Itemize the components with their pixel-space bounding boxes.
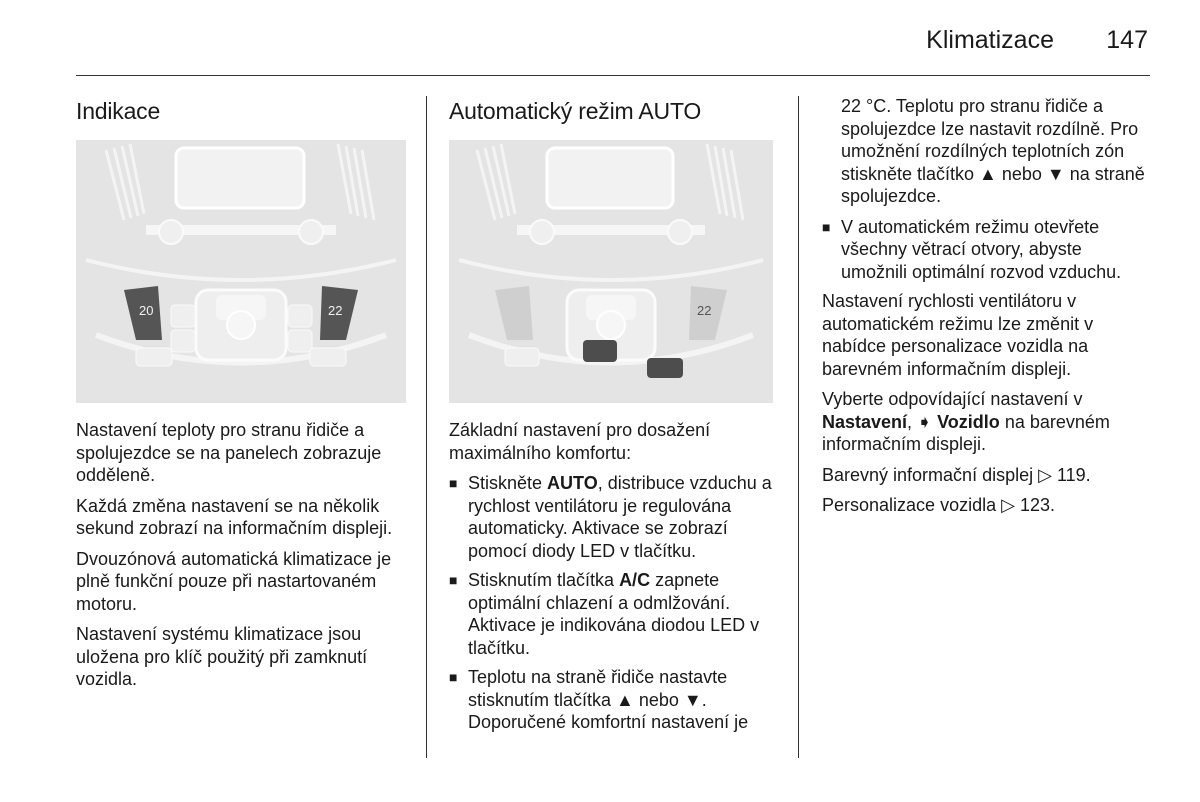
menu-path-settings: Nastavení xyxy=(822,411,908,432)
bullet-list xyxy=(449,472,784,734)
continuation-paragraph: 22 °C. Teplotu pro stranu řidiče a spolujezdce lze nastavit rozdílně. Pro umožnění rozdílných teplotních zón stiskněte tlačítko ▲ nebo ▼ na straně spolujezdce. xyxy=(841,96,1145,206)
text: Stiskněte xyxy=(468,473,548,493)
chapter-title: Klimatizace xyxy=(926,26,1054,54)
paragraph: Nastavení systému klimatizace jsou uložena pro klíč použitý při zamknutí vozidla. xyxy=(76,624,368,689)
text: , distribuce vzduchu a rychlost ventilátoru je regulována automaticky. Aktivace se zobrazí pomocí diody LED v tlačítku. xyxy=(468,473,772,561)
climate-panel-illustration xyxy=(76,140,406,403)
bullet-list xyxy=(822,216,1152,284)
left-temp-display: 20 xyxy=(139,303,154,318)
bullet-square-icon: ■ xyxy=(449,572,458,588)
ac-button-highlight xyxy=(583,340,617,362)
column-indikace xyxy=(76,92,406,699)
menu-arrow-icon: , ➧ xyxy=(907,411,938,432)
bullet-square-icon: ■ xyxy=(822,218,831,235)
right-temp-display: 22 xyxy=(697,303,712,318)
page-number: 147 xyxy=(1106,26,1148,54)
section-heading: Automatický režim AUTO xyxy=(449,98,702,124)
page-header xyxy=(0,22,1200,62)
text: Vyberte odpovídající nastavení v xyxy=(822,389,1083,409)
paragraph: Dvouzónová automatická klimatizace je plně funkční pouze při nastartovaném motoru. xyxy=(76,548,392,614)
column-continuation xyxy=(822,95,1152,525)
list-item xyxy=(449,472,784,562)
column-divider xyxy=(798,96,799,758)
paragraph: Nastavení teploty pro stranu řidiče a spolujezdce se na panelech zobrazuje odděleně. xyxy=(76,420,382,485)
menu-path-vehicle: Vozidlo xyxy=(937,411,1000,432)
bold-term: A/C xyxy=(619,570,651,590)
bold-term: AUTO xyxy=(547,473,598,493)
paragraph: Každá změna nastavení se na několik sekund zobrazí na informačním displeji. xyxy=(76,495,393,538)
list-item xyxy=(449,569,784,659)
bullet-square-icon: ■ xyxy=(449,669,458,685)
right-temp-display: 22 xyxy=(328,303,343,318)
paragraph: Nastavení rychlosti ventilátoru v automatickém režimu lze změnit v nabídce personalizace vozidla na barevném informačním displeji. xyxy=(822,291,1094,379)
cross-reference[interactable]: Personalizace vozidla ▷ 123. xyxy=(822,495,1055,515)
climate-panel-auto-illustration xyxy=(449,140,773,403)
header-rule xyxy=(76,75,1150,76)
text: V automatickém režimu otevřete všechny větrací otvory, abyste umožnili optimální rozvod vzduchu. xyxy=(841,216,1122,282)
paragraph xyxy=(822,388,1152,456)
intro-paragraph: Základní nastavení pro dosažení maximálního komfortu: xyxy=(449,420,711,463)
cross-reference[interactable]: Barevný informační displej ▷ 119. xyxy=(822,464,1091,485)
column-divider xyxy=(426,96,427,758)
text: na barevném informačním displeji. xyxy=(822,411,1110,454)
text: Stisknutím tlačítka xyxy=(468,570,620,590)
auto-button-highlight xyxy=(647,358,683,378)
section-heading: Indikace xyxy=(76,98,161,124)
column-auto-mode xyxy=(449,92,784,741)
list-item xyxy=(822,216,1152,284)
list-item xyxy=(449,666,784,734)
text: zapnete optimální chlazení a odmlžování. Aktivace je indikována diodou LED v tlačítku. xyxy=(468,570,760,658)
text: Teplotu na straně řidiče nastavte stisknutím tlačítka ▲ nebo ▼. Doporučené komfortní nastavení je xyxy=(468,667,749,732)
bullet-square-icon: ■ xyxy=(449,475,458,491)
